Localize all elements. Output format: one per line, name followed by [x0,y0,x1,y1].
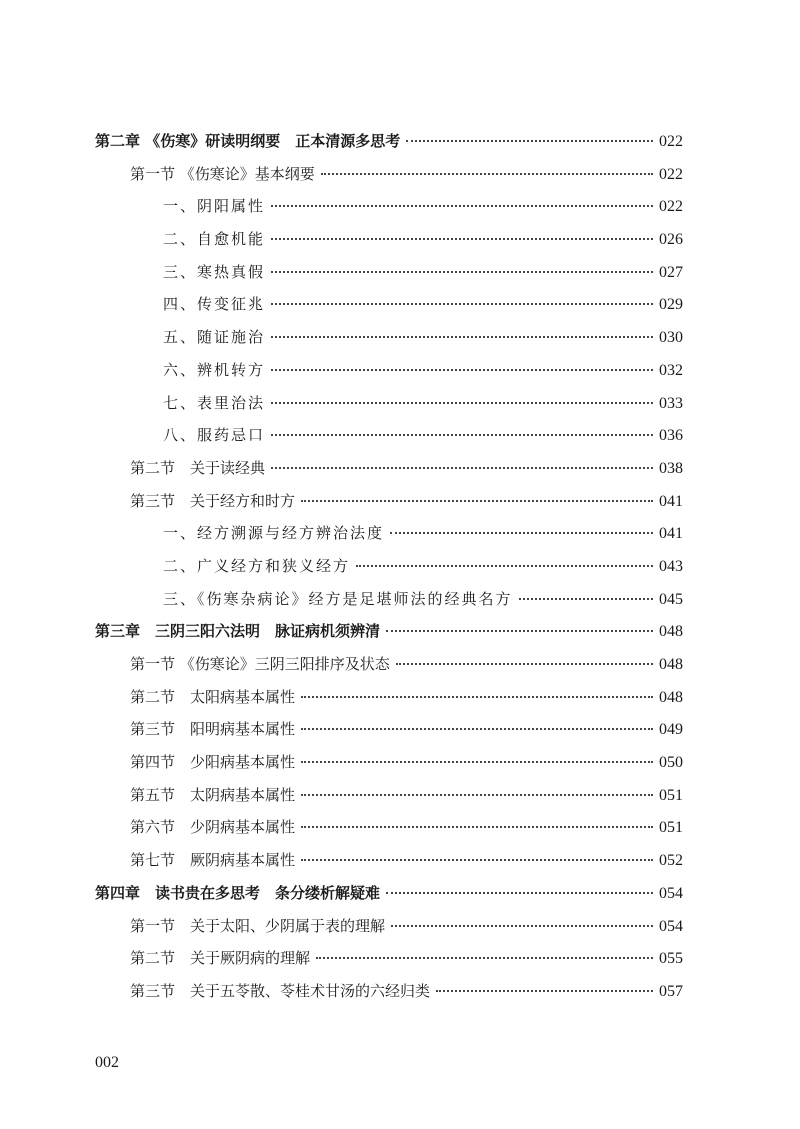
toc-page: 048 [659,688,683,706]
toc-page: 051 [659,819,683,837]
toc-title: 第六节 少阴病基本属性 [130,818,296,837]
toc-title: 八、服药忌口 [163,426,266,445]
toc-title: 第五节 太阴病基本属性 [130,785,296,804]
toc-page: 022 [659,133,683,150]
toc-title: 五、随证施治 [163,328,266,347]
toc-page: 029 [659,296,683,314]
toc-title: 第二节 关于读经典 [130,458,266,477]
leader-dots [406,140,653,142]
leader-dots [301,859,653,861]
leader-dots [301,500,653,502]
toc-page: 051 [659,786,683,804]
toc-section[interactable] [95,746,683,779]
toc-chapter[interactable] [95,877,683,910]
leader-dots [316,957,653,959]
toc-page: 041 [659,525,683,543]
toc-page: 038 [659,459,683,477]
toc-title: 三、《伤寒杂病论》经方是足堪师法的经典名方 [163,589,513,608]
toc-title: 一、经方溯源与经方辨治法度 [163,524,385,543]
leader-dots [271,271,653,273]
toc-item[interactable] [95,419,683,452]
toc-section[interactable] [95,452,683,485]
toc-page: 048 [659,623,683,641]
toc-page: 052 [659,852,683,870]
leader-dots [396,663,653,665]
leader-dots [301,794,653,796]
toc-title: 第二章 《伤寒》研读明纲要 正本清源多思考 [95,132,401,150]
toc-title: 四、传变征兆 [163,295,266,314]
toc-title: 第三节 关于经方和时方 [130,491,296,510]
toc-section[interactable] [95,485,683,518]
toc-page: 027 [659,263,683,281]
leader-dots [301,728,653,730]
toc-title: 二、自愈机能 [163,230,266,249]
leader-dots [271,303,653,305]
toc-section[interactable] [95,975,683,1008]
toc-section[interactable] [95,910,683,943]
toc-item[interactable] [95,354,683,387]
leader-dots [271,402,653,404]
leader-dots [271,467,653,469]
toc-page: 054 [659,917,683,935]
leader-dots [386,630,653,632]
toc-section[interactable] [95,681,683,714]
toc-page: 041 [659,492,683,510]
toc-item[interactable] [95,288,683,321]
toc-title: 六、辨机转方 [163,360,266,379]
leader-dots [271,434,653,436]
toc-title: 第一节 关于太阳、少阴属于表的理解 [130,916,386,935]
toc-section[interactable] [95,713,683,746]
toc-title: 第一节 《伤寒论》基本纲要 [130,164,315,183]
leader-dots [301,761,653,763]
toc-item[interactable] [95,190,683,223]
toc-title: 第四节 少阳病基本属性 [130,753,296,772]
leader-dots [519,598,653,600]
toc-page: 050 [659,754,683,772]
toc-title: 七、表里治法 [163,393,266,412]
toc-page: 036 [659,427,683,445]
toc-page: 045 [659,590,683,608]
toc-title: 第二节 关于厥阴病的理解 [130,949,311,968]
toc-item[interactable] [95,583,683,616]
toc-item[interactable] [95,223,683,256]
leader-dots [271,336,653,338]
leader-dots [321,173,653,175]
toc-chapter[interactable] [95,125,683,158]
toc-section[interactable] [95,942,683,975]
toc-item[interactable] [95,517,683,550]
toc-title: 第三节 关于五苓散、苓桂术甘汤的六经归类 [130,981,431,1000]
toc-item[interactable] [95,321,683,354]
toc-page: 026 [659,231,683,249]
leader-dots [271,369,653,371]
toc-page: 048 [659,656,683,673]
leader-dots [436,990,653,992]
toc-section[interactable] [95,811,683,844]
toc-section[interactable] [95,844,683,877]
toc-title: 第四章 读书贵在多思考 条分缕析解疑难 [95,883,381,902]
page-number: 002 [95,1054,119,1071]
toc-page: 022 [659,198,683,216]
leader-dots [391,925,653,927]
leader-dots [301,826,653,828]
toc-item[interactable] [95,550,683,583]
toc-section[interactable] [95,648,683,681]
toc-page: 049 [659,721,683,739]
toc-item[interactable] [95,256,683,289]
leader-dots [271,205,653,207]
toc-page: 022 [659,165,683,183]
toc-title: 第七节 厥阴病基本属性 [130,851,296,870]
toc-title: 三、寒热真假 [163,262,266,281]
toc-page: 032 [659,361,683,379]
toc-title: 第三章 三阴三阳六法明 脉证病机须辨清 [95,622,381,641]
toc-page: 057 [659,982,683,1000]
leader-dots [356,565,653,567]
leader-dots [390,532,653,534]
toc-section[interactable] [95,158,683,191]
leader-dots [271,238,653,240]
leader-dots [386,892,653,894]
toc-page: 030 [659,329,683,347]
toc-page: 055 [659,950,683,968]
table-of-contents [95,125,683,1008]
toc-section[interactable] [95,779,683,812]
toc-title: 二、广义经方和狭义经方 [163,556,351,575]
toc-page: 033 [659,394,683,412]
toc-page: 054 [659,884,683,902]
toc-chapter[interactable] [95,615,683,648]
toc-item[interactable] [95,387,683,420]
toc-title: 第一节 《伤寒论》三阴三阳排序及状态 [130,655,390,673]
toc-title: 第二节 太阳病基本属性 [130,687,296,706]
toc-page: 043 [659,557,683,575]
leader-dots [301,696,653,698]
toc-title: 第三节 阳明病基本属性 [130,720,296,739]
toc-title: 一、阴阳属性 [163,197,266,216]
